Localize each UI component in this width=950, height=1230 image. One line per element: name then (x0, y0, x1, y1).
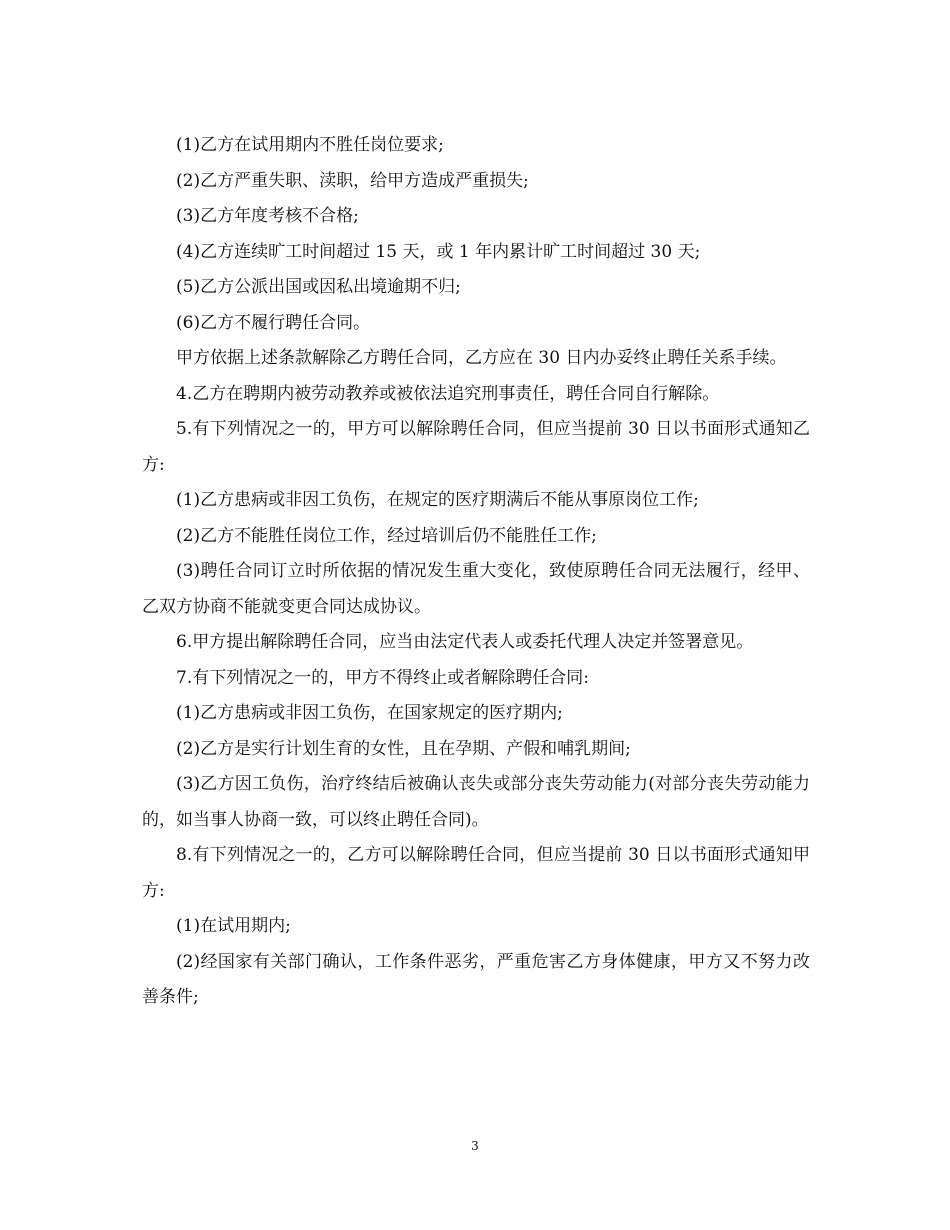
paragraph-1: (1)乙方在试用期内不胜任岗位要求; (176, 135, 444, 155)
paragraph-3: (3)乙方年度考核不合格; (176, 206, 359, 226)
paragraph-15: (1)乙方患病或非因工负伤，在国家规定的医疗期内; (176, 703, 563, 723)
paragraph-16: (2)乙方是实行计划生育的女性，且在孕期、产假和哺乳期间; (176, 738, 631, 759)
paragraph-9: 5.有下列情况之一的，甲方可以解除聘任合同，但应当提前 30 日以书面形式通知乙方: (142, 419, 810, 475)
paragraph-11: (2)乙方不能胜任岗位工作，经过培训后仍不能胜任工作; (176, 525, 597, 546)
paragraph-13: 6.甲方提出解除聘任合同，应当由法定代表人或委托代理人决定并签署意见。 (176, 632, 754, 652)
paragraph-4: (4)乙方连续旷工时间超过 15 天，或 1 年内累计旷工时间超过 30 天; (176, 241, 701, 262)
paragraph-2: (2)乙方严重失职、渎职，给甲方造成严重损失; (176, 170, 529, 191)
page-number: 3 (471, 1139, 479, 1153)
paragraph-17: (3)乙方因工负伤，治疗终结后被确认丧失或部分丧失劳动能力(对部分丧失劳动能力的，如当事人协商一致，可以终止聘任合同)。 (142, 774, 810, 830)
paragraph-18: 8.有下列情况之一的，乙方可以解除聘任合同，但应当提前 30 日以书面形式通知甲方: (142, 845, 810, 901)
paragraph-14: 7.有下列情况之一的，甲方不得终止或者解除聘任合同: (176, 667, 589, 688)
paragraph-12: (3)聘任合同订立时所依据的情况发生重大变化，致使原聘任合同无法履行，经甲、乙双方协商不能就变更合同达成协议。 (142, 561, 810, 617)
paragraph-19: (1)在试用期内; (176, 916, 291, 936)
paragraph-6: (6)乙方不履行聘任合同。 (176, 312, 371, 333)
document-body (142, 128, 810, 1016)
paragraph-8: 4.乙方在聘期内被劳动教养或被依法追究刑事责任，聘任合同自行解除。 (176, 383, 720, 404)
paragraph-10: (1)乙方患病或非因工负伤，在规定的医疗期满后不能从事原岗位工作; (176, 490, 699, 510)
paragraph-5: (5)乙方公派出国或因私出境逾期不归; (176, 277, 461, 297)
paragraph-20: (2)经国家有关部门确认，工作条件恶劣，严重危害乙方身体健康，甲方又不努力改善条件; (142, 951, 810, 1007)
paragraph-7: 甲方依据上述条款解除乙方聘任合同，乙方应在 30 日内办妥终止聘任关系手续。 (176, 348, 787, 368)
